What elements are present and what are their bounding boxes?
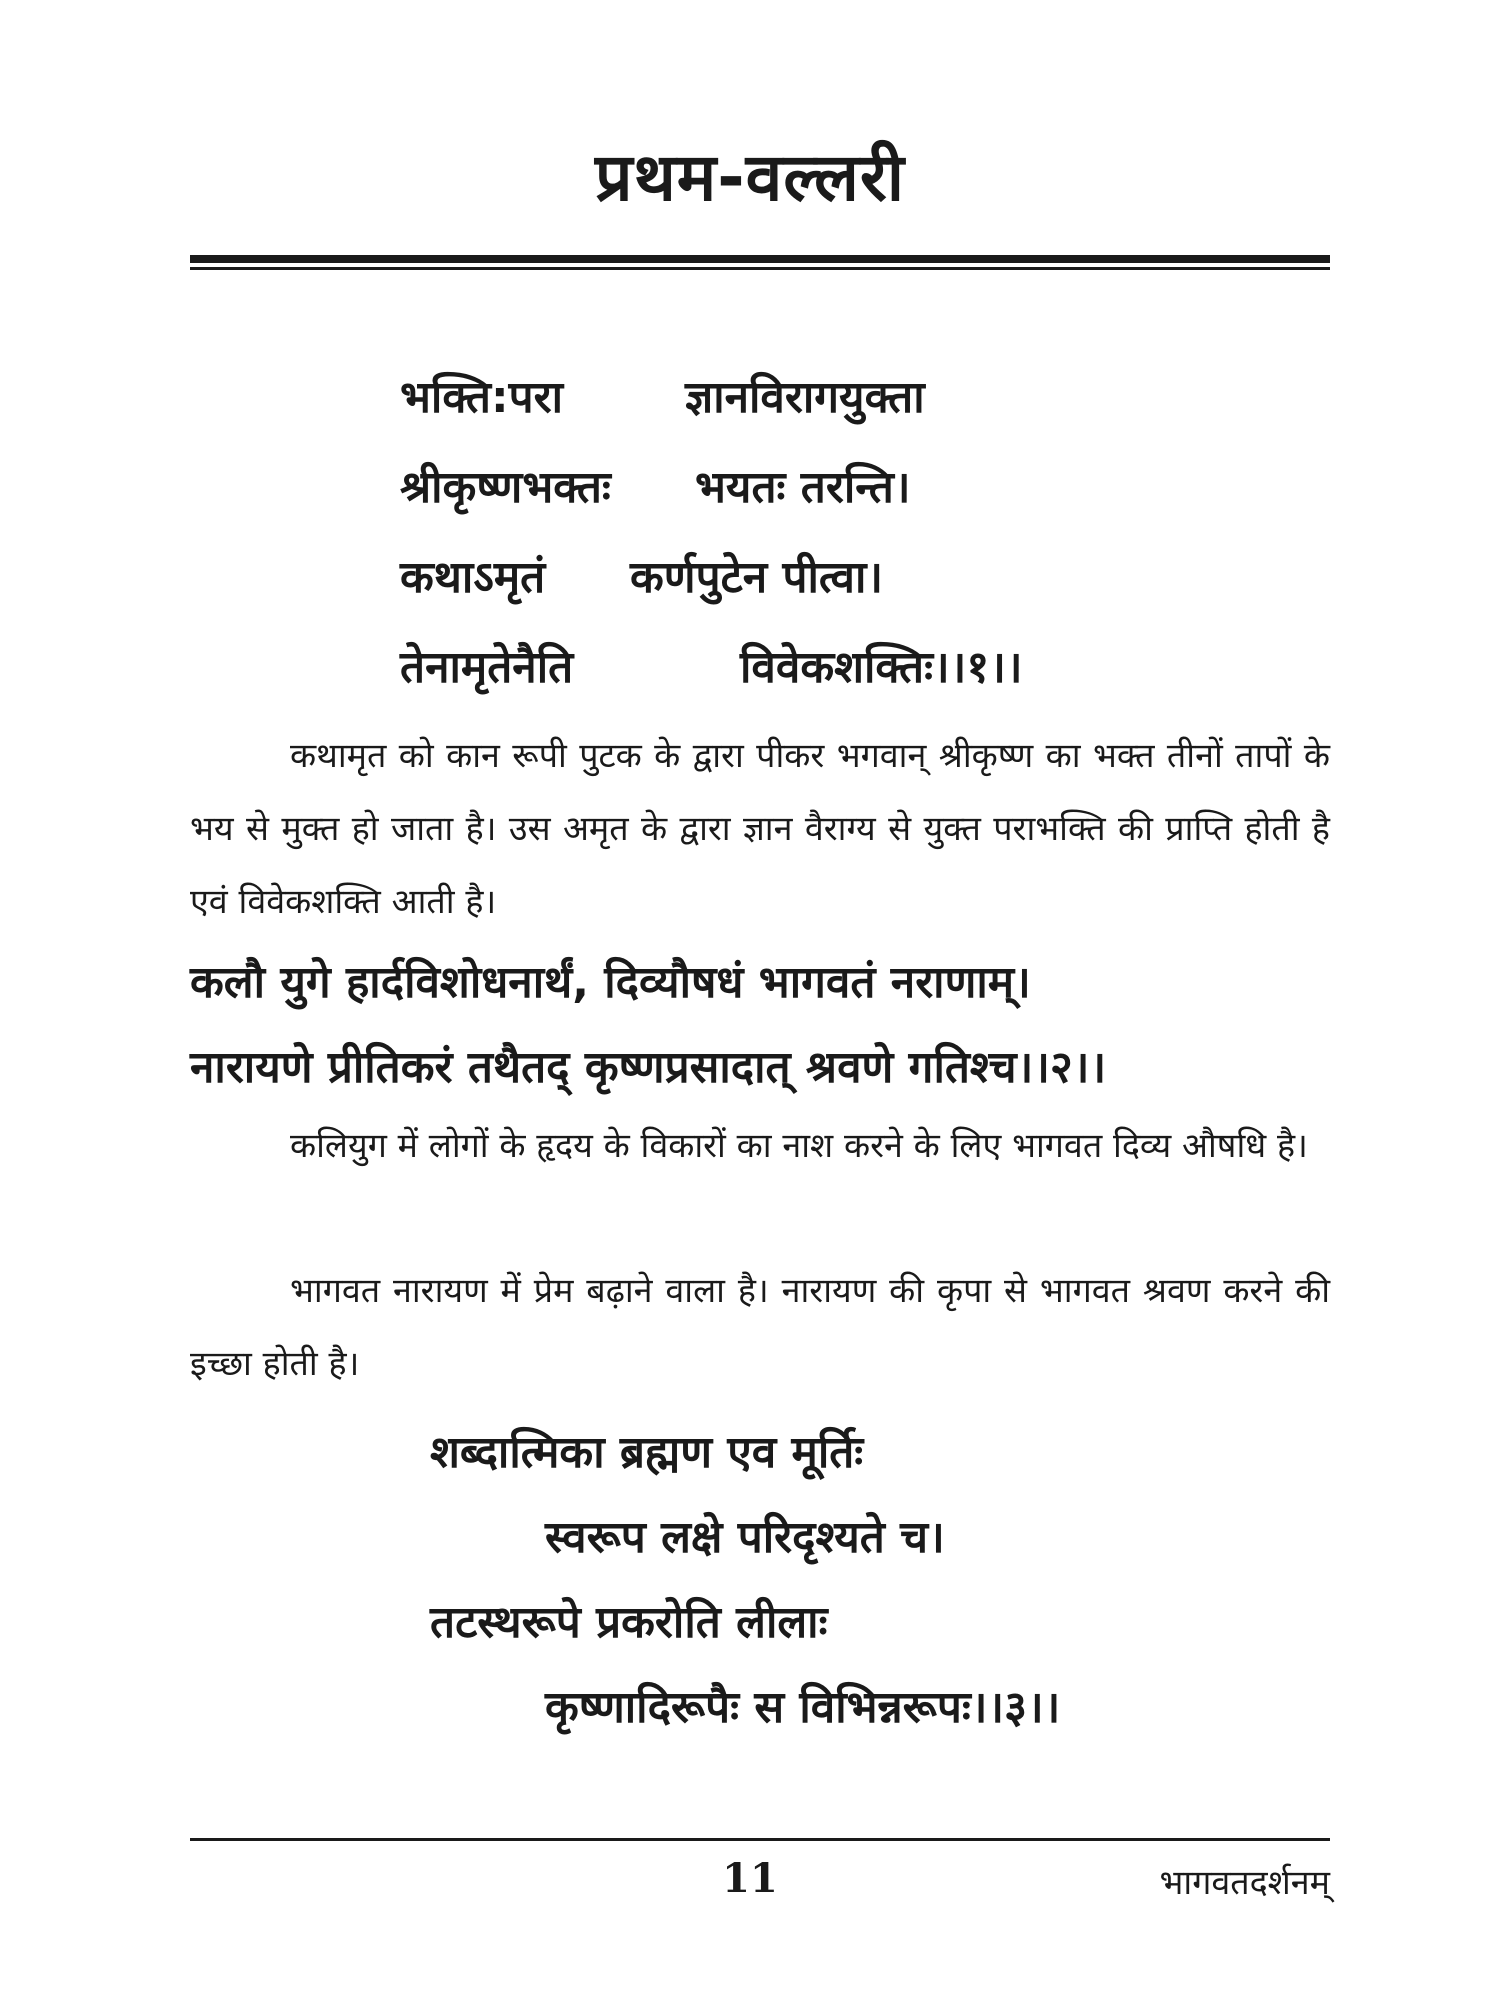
chapter-title: प्रथम-वल्लरी: [595, 139, 905, 216]
verse-1-line-4-part-a: तेनामृतेनैति: [400, 642, 574, 693]
commentary-paragraph-2: कलियुग में लोगों के हृदय के विकारों का नाश करने के लिए भागवत दिव्य औषधि है।: [290, 1126, 1308, 1166]
verse-3-line-2: स्वरूप लक्षे परिदृश्यते च।: [545, 1512, 945, 1563]
verse-1-line-4-part-b: विवेकशक्तिः।।१।।: [740, 642, 1023, 693]
page-number: 11: [722, 1855, 778, 1902]
running-title: भागवतदर्शनम्: [1159, 1863, 1330, 1903]
title-underline: [190, 255, 1330, 270]
verse-3-line-4: कृष्णादिरूपैः स विभिन्नरूपः।।३।।: [545, 1682, 1061, 1733]
verse-1-line-1-part-a: भक्ति:परा: [400, 372, 563, 423]
verse-3-line-1: शब्दात्मिका ब्रह्मण एव मूर्तिः: [430, 1427, 864, 1478]
verse-1-line-3-part-b: कर्णपुटेन पीत्वा।: [630, 552, 884, 603]
verse-1-line-2-part-a: श्रीकृष्णभक्तः: [400, 462, 611, 513]
verse-2-line-2: नारायणे प्रीतिकरं तथैतद् कृष्णप्रसादात् श्रवणे गतिश्च।।२।।: [190, 1042, 1107, 1093]
verse-3-line-3: तटस्थरूपे प्रकरोति लीलाः: [430, 1597, 828, 1648]
commentary-paragraph-1: कथामृत को कान रूपी पुटक के द्वारा पीकर भगवान् श्रीकृष्ण का भक्त तीनों तापों के भय से मुक्त हो जाता है। उस अमृत के द्वारा ज्ञान वैराग्य से युक्त पराभक्ति की प्राप्ति होती है एवं विवेकशक्ति आती है।: [190, 736, 1330, 922]
verse-2-line-1: कलौ युगे हार्दविशोधनार्थं, दिव्यौषधं भागवतं नराणाम्।: [190, 957, 1031, 1008]
verse-1-line-3-part-a: कथाऽमृतं: [400, 552, 546, 603]
verse-1-line-2-part-b: भयतः तरन्ति।: [695, 462, 911, 513]
verse-1-line-1-part-b: ज्ञानविरागयुक्ता: [685, 372, 925, 423]
commentary-paragraph-3: भागवत नारायण में प्रेम बढ़ाने वाला है। नारायण की कृपा से भागवत श्रवण करने की इच्छा होती है।: [190, 1271, 1330, 1384]
footer-rule: [190, 1838, 1330, 1841]
